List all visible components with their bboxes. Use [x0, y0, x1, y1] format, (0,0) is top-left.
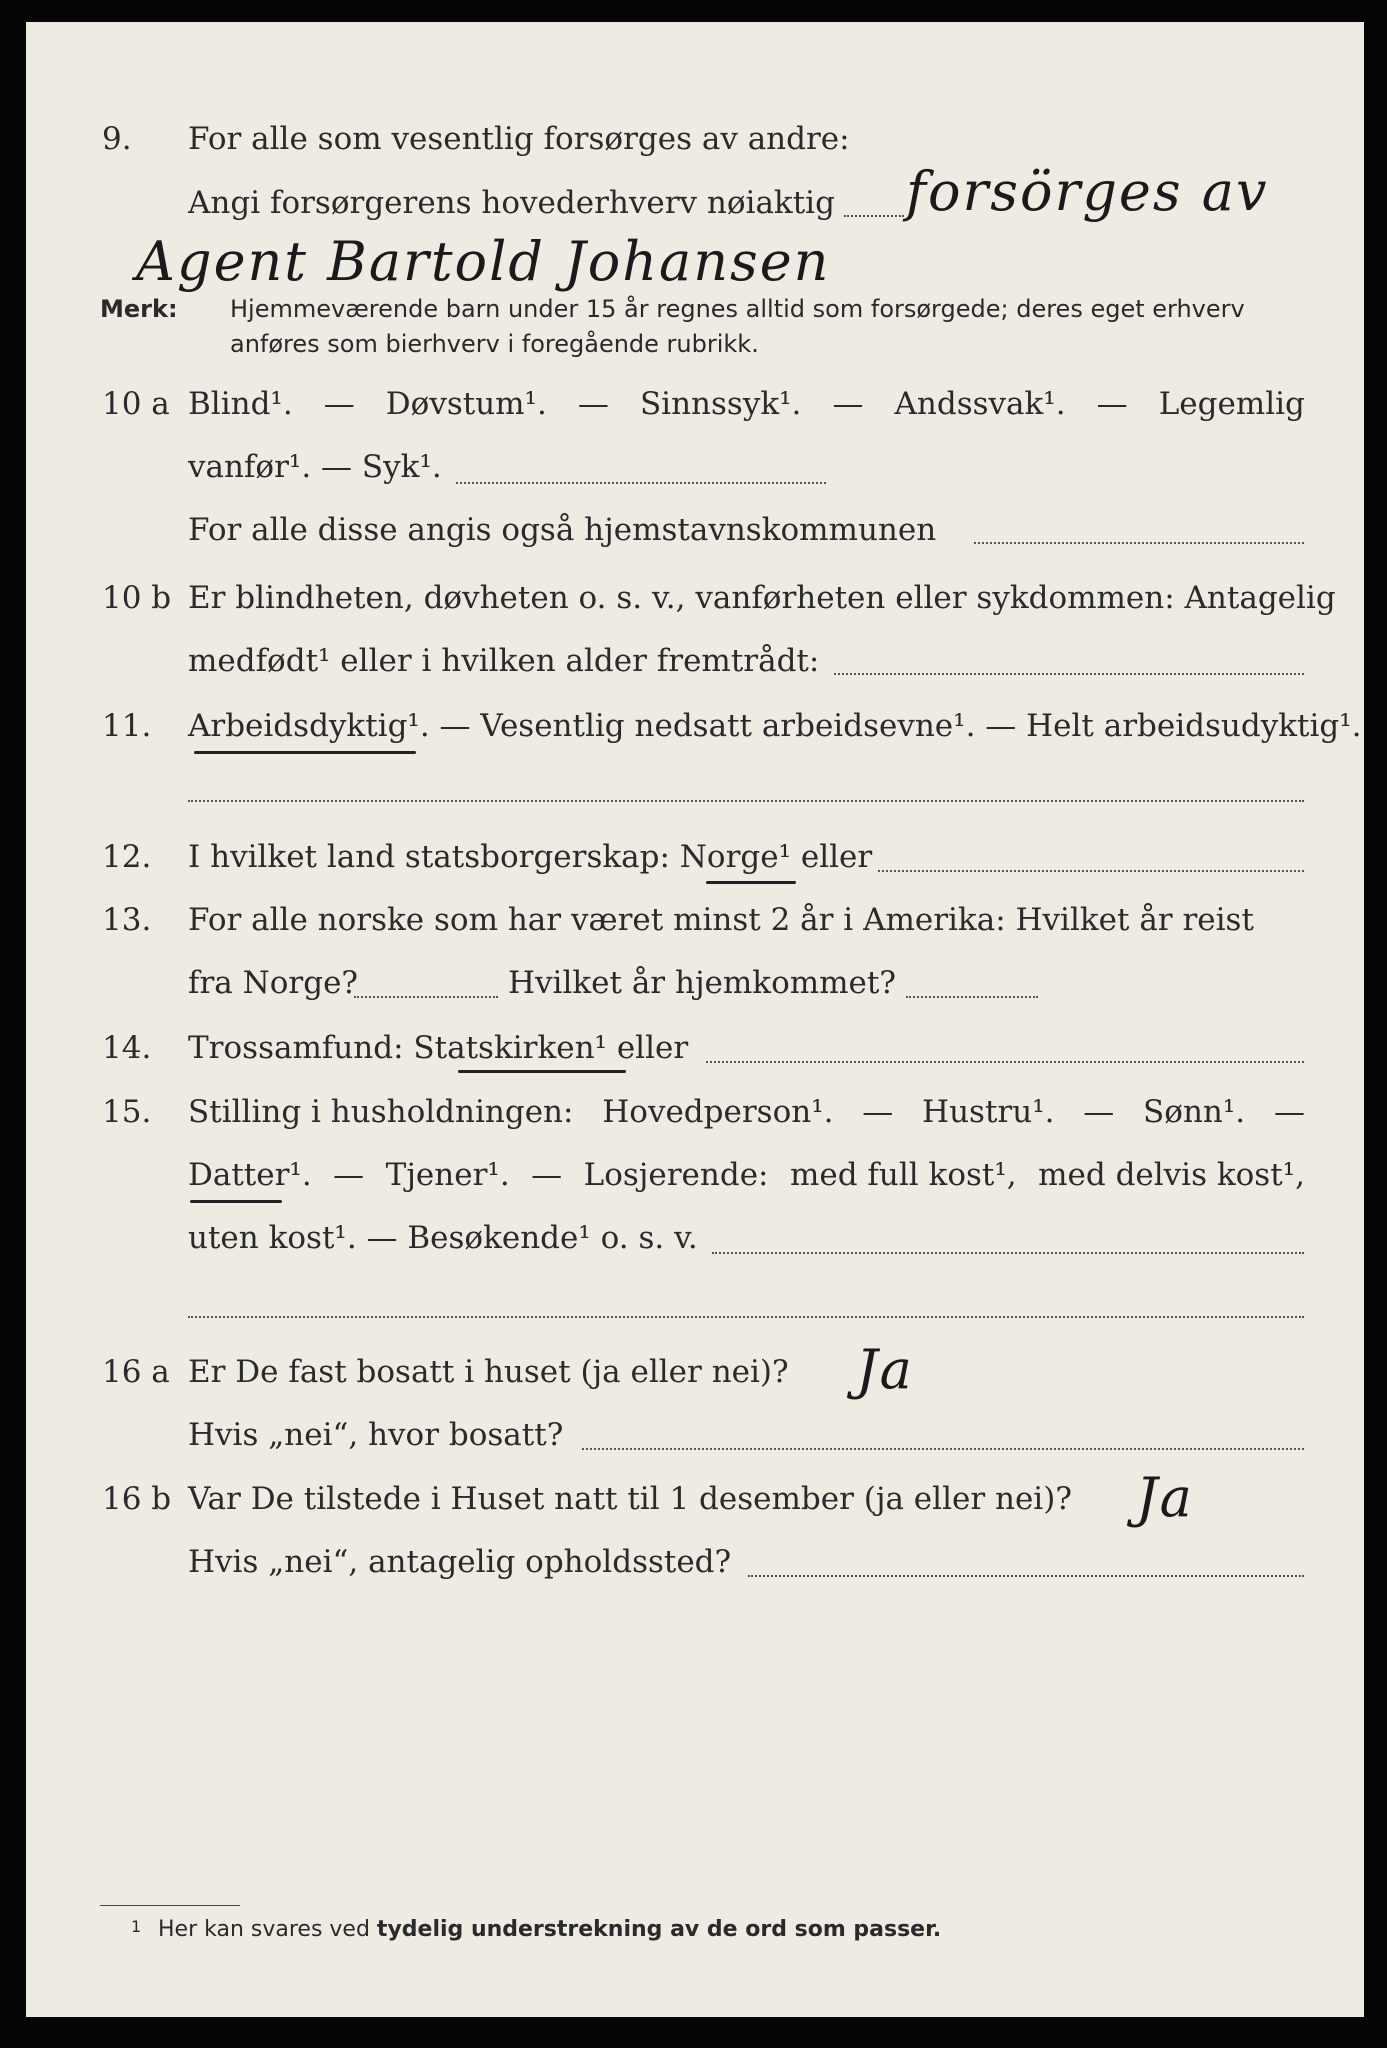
question-text: Hvis „nei“, antagelig opholdssted? — [188, 1544, 732, 1580]
answer-line — [712, 1252, 1304, 1254]
option: Blind¹. — [188, 386, 293, 422]
option: med delvis kost¹, — [1038, 1157, 1305, 1193]
question-text: For alle som vesentlig forsørges av andre: — [188, 121, 850, 157]
option: Hustru¹. — [922, 1094, 1055, 1130]
option: Legemlig — [1158, 386, 1305, 422]
option: Losjerende: — [583, 1157, 769, 1193]
question-number: 13. — [102, 902, 152, 938]
answer-line — [906, 996, 1038, 998]
option: Datter¹. — [188, 1157, 312, 1193]
question-text: For alle disse angis også hjemstavnskommunen — [188, 512, 937, 548]
question-number: 11. — [102, 708, 152, 744]
answer-line — [878, 870, 1304, 872]
question-text: Var De tilstede i Huset natt til 1 desember (ja eller nei)? — [188, 1481, 1072, 1517]
answer-line — [974, 542, 1304, 544]
question-number: 14. — [102, 1030, 152, 1066]
handwritten-underline — [194, 751, 416, 754]
question-number: 16 a — [102, 1354, 170, 1390]
question-number: 12. — [102, 839, 152, 875]
handwritten-answer: Ja — [856, 1338, 914, 1401]
question-text: Er De fast bosatt i huset (ja eller nei)? — [188, 1354, 789, 1390]
question-options — [188, 1155, 1305, 1195]
option: Stilling i husholdningen: — [188, 1094, 574, 1130]
question-number: 10 a — [102, 386, 170, 422]
question-text: I hvilket land statsborgerskap: Norge¹ eller — [188, 839, 873, 875]
handwritten-underline — [190, 1200, 282, 1203]
separator: — — [862, 1094, 894, 1130]
answer-line — [456, 482, 826, 484]
separator: — — [531, 1157, 563, 1193]
question-text: Arbeidsdyktig¹. — Vesentlig nedsatt arbeidsevne¹. — Helt arbeidsudyktig¹. — [188, 708, 1362, 744]
footnote-rule — [100, 1905, 240, 1906]
note-text: anføres som bierhverv i foregående rubrikk. — [230, 330, 759, 358]
question-text: fra Norge? — [188, 965, 359, 1001]
option: Døvstum¹. — [385, 386, 547, 422]
answer-line — [354, 996, 498, 998]
handwritten-underline — [458, 1070, 626, 1073]
question-number: 9. — [102, 121, 132, 157]
answer-line — [748, 1575, 1304, 1577]
question-options — [188, 384, 1305, 424]
separator: — — [1096, 386, 1128, 422]
answer-line — [188, 1316, 1304, 1318]
handwritten-underline — [706, 881, 796, 884]
option: med full kost¹, — [789, 1157, 1017, 1193]
question-text: For alle norske som har været minst 2 år i Amerika: Hvilket år reist — [188, 902, 1254, 938]
option: Tjener¹. — [385, 1157, 510, 1193]
option: Sønn¹. — [1143, 1094, 1246, 1130]
answer-line — [706, 1061, 1304, 1063]
handwritten-answer: Agent Bartold Johansen — [136, 230, 831, 293]
note-text: Hjemmeværende barn under 15 år regnes alltid som forsørgede; deres eget erhverv — [230, 295, 1245, 323]
note-label: Merk: — [100, 295, 178, 323]
answer-line — [834, 673, 1304, 675]
question-text: uten kost¹. — Besøkende¹ o. s. v. — [188, 1220, 698, 1256]
footnote-mark: 1 — [131, 1917, 142, 1936]
question-text: Trossamfund: Statskirken¹ eller — [188, 1030, 689, 1066]
question-text: Er blindheten, døvheten o. s. v., vanførheten eller sykdommen: Antagelig — [188, 580, 1336, 616]
question-options — [188, 1092, 1305, 1132]
answer-line — [188, 800, 1304, 802]
question-text: Hvilket år hjemkommet? — [508, 965, 896, 1001]
handwritten-answer: Ja — [1136, 1466, 1194, 1529]
footnote-text: Her kan svares ved — [158, 1917, 370, 1942]
separator: — — [1273, 1094, 1305, 1130]
question-number: 16 b — [102, 1481, 172, 1517]
question-text: medfødt¹ eller i hvilken alder fremtrådt: — [188, 643, 820, 679]
answer-line — [844, 215, 904, 217]
option: Sinnssyk¹. — [639, 386, 802, 422]
footnote — [158, 1917, 941, 1942]
separator: — — [333, 1157, 365, 1193]
question-text: vanfør¹. — Syk¹. — [188, 449, 442, 485]
separator: — — [577, 386, 609, 422]
question-number: 15. — [102, 1094, 152, 1130]
footnote-text-bold: tydelig understrekning av de ord som passer. — [376, 1917, 942, 1942]
separator: — — [323, 386, 355, 422]
separator: — — [1083, 1094, 1115, 1130]
option: Hovedperson¹. — [602, 1094, 834, 1130]
question-text: Hvis „nei“, hvor bosatt? — [188, 1417, 564, 1453]
option: Andssvak¹. — [894, 386, 1066, 422]
answer-line — [582, 1448, 1304, 1450]
handwritten-answer: forsörges av — [906, 160, 1269, 223]
census-form-page — [26, 22, 1364, 2017]
question-number: 10 b — [102, 580, 172, 616]
question-text: Angi forsørgerens hovederhverv nøiaktig — [188, 185, 835, 221]
separator: — — [832, 386, 864, 422]
